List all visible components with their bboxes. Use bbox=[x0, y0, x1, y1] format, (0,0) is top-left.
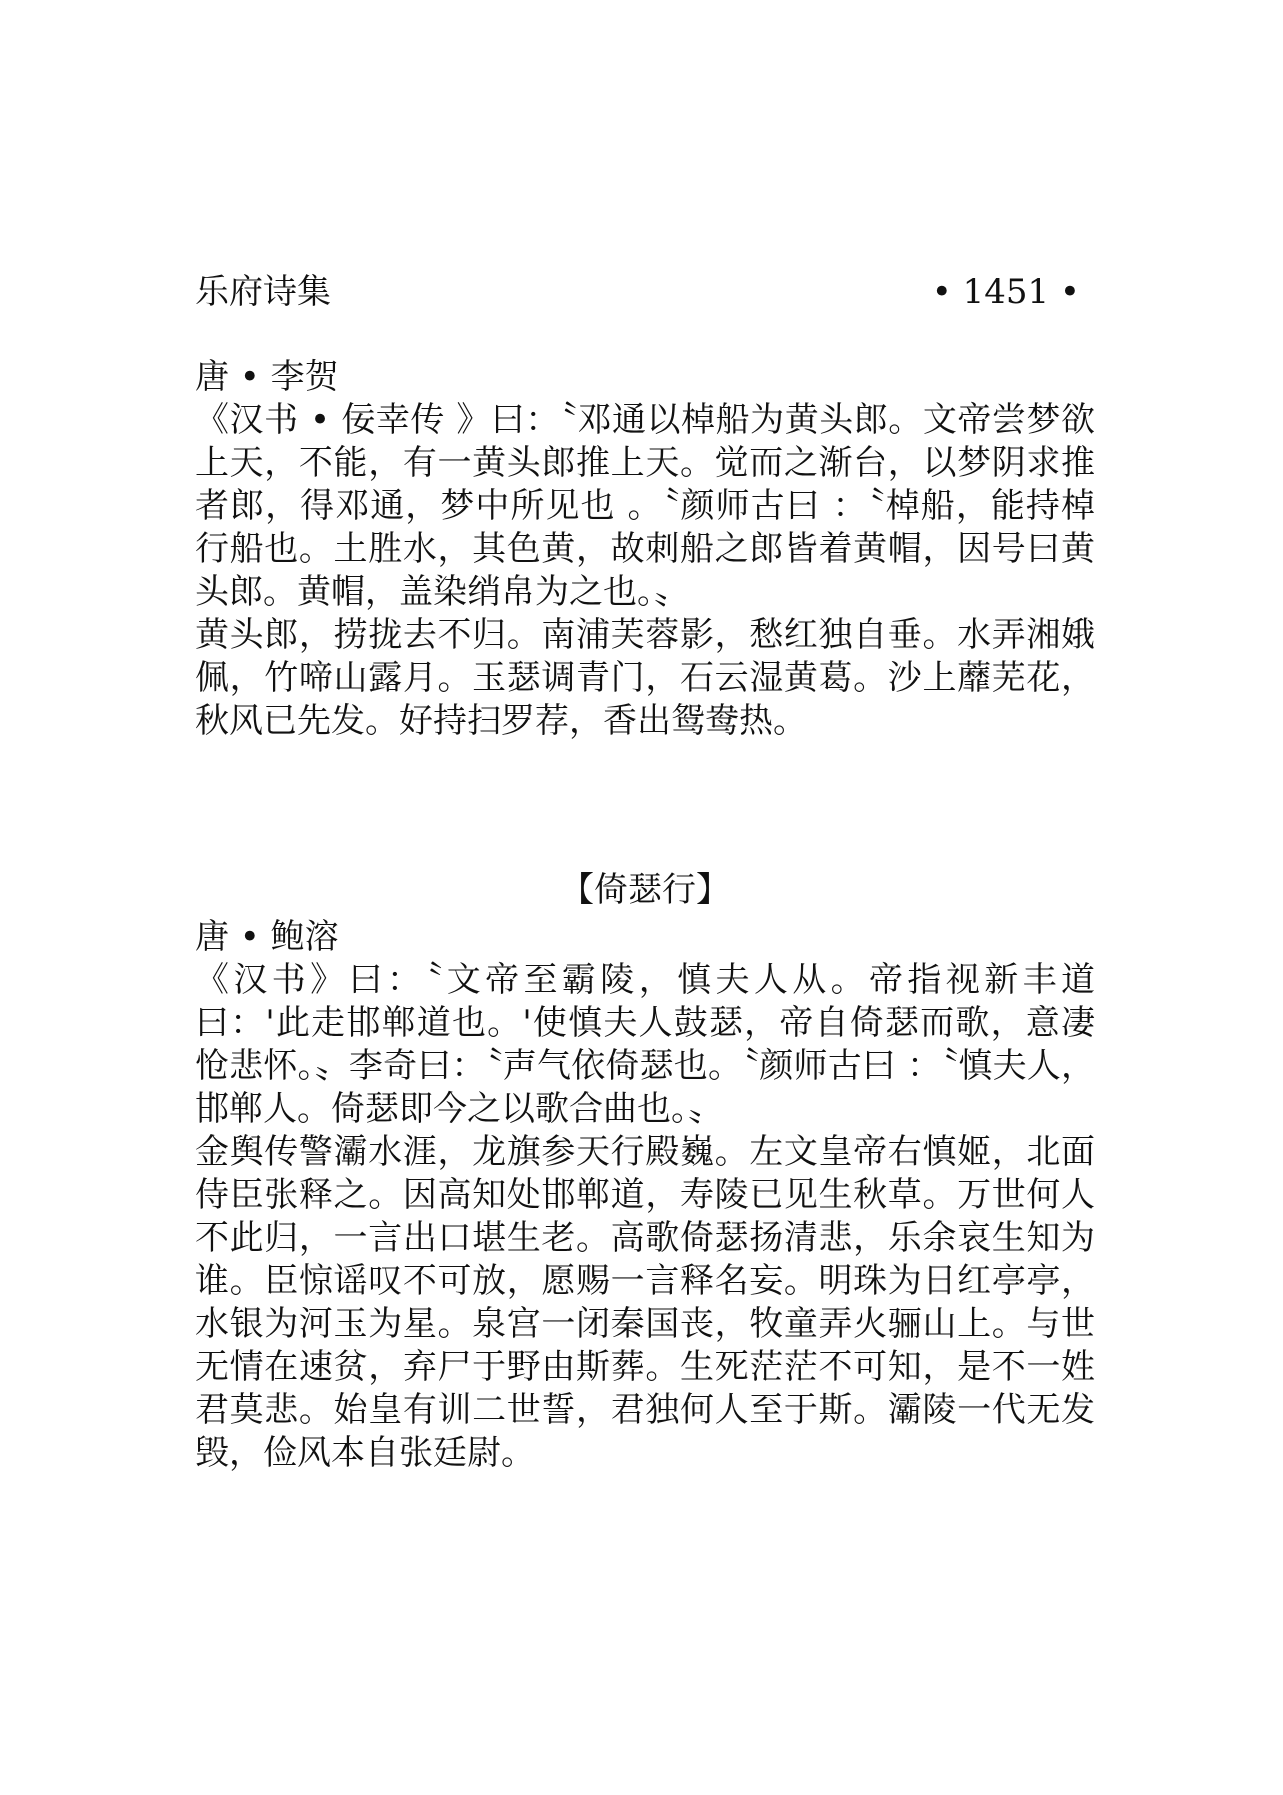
poem-2-section bbox=[195, 916, 1095, 1475]
poem-2-preface: 《汉书》曰：〝文帝至霸陵，慎夫人从。帝指视新丰道曰：'此走邯郸道也。'使慎夫人鼓瑟，帝自倚瑟而歌，意凄怆悲怀。〟李奇曰：〝声气依倚瑟也。〝颜师古曰 ：〝慎夫人，邯郸人。倚瑟即今之以歌合曲也。〟 bbox=[195, 960, 1095, 1129]
poem-1-preface: 《汉书 • 佞幸传 》曰：〝邓通以棹船为黄头郎。文帝尝梦欲上天，不能，有一黄头郎推上天。觉而之渐台，以梦阴求推者郎，得邓通，梦中所见也 。〝颜师古曰 ：〝棹船，能持棹行船也。土胜水，其色黄，故刺船之郎皆着黄帽，因号曰黄头郎。黄帽，盖染绡帛为之也。〟 bbox=[195, 400, 1095, 612]
book-title: 乐府诗集 bbox=[195, 272, 331, 312]
page-number: • 1451 • bbox=[931, 272, 1080, 312]
poem-1-author: 唐 • 李贺 bbox=[195, 357, 339, 397]
poem-2-text: 金舆传警灞水涯，龙旗参天行殿巍。左文皇帝右慎姬，北面侍臣张释之。因高知处邯郸道，寿陵已见生秋草。万世何人不此归，一言出口堪生老。高歌倚瑟扬清悲，乐余哀生知为谁。臣惊谣叹不可放，愿赐一言释名妄。明珠为日红亭亭，水银为河玉为星。泉宫一闭秦国丧，牧童弄火骊山上。与世无情在速贫，弃尸于野由斯葬。生死茫茫不可知，是不一姓君莫悲。始皇有训二世誓，君独何人至于斯。灞陵一代无发毁，俭风本自张廷尉。 bbox=[195, 1132, 1095, 1473]
page-header bbox=[195, 268, 1080, 316]
poem-1-text: 黄头郎，捞拢去不归。南浦芙蓉影，愁红独自垂。水弄湘娥佩，竹啼山露月。玉瑟调青门，石云湿黄葛。沙上蘼芜花，秋风已先发。好持扫罗荐，香出鸳鸯热。 bbox=[195, 615, 1095, 741]
poem-2-author: 唐 • 鲍溶 bbox=[195, 917, 339, 957]
poem-2-title: 【倚瑟行】 bbox=[560, 870, 730, 910]
poem-1-section bbox=[195, 356, 1095, 743]
